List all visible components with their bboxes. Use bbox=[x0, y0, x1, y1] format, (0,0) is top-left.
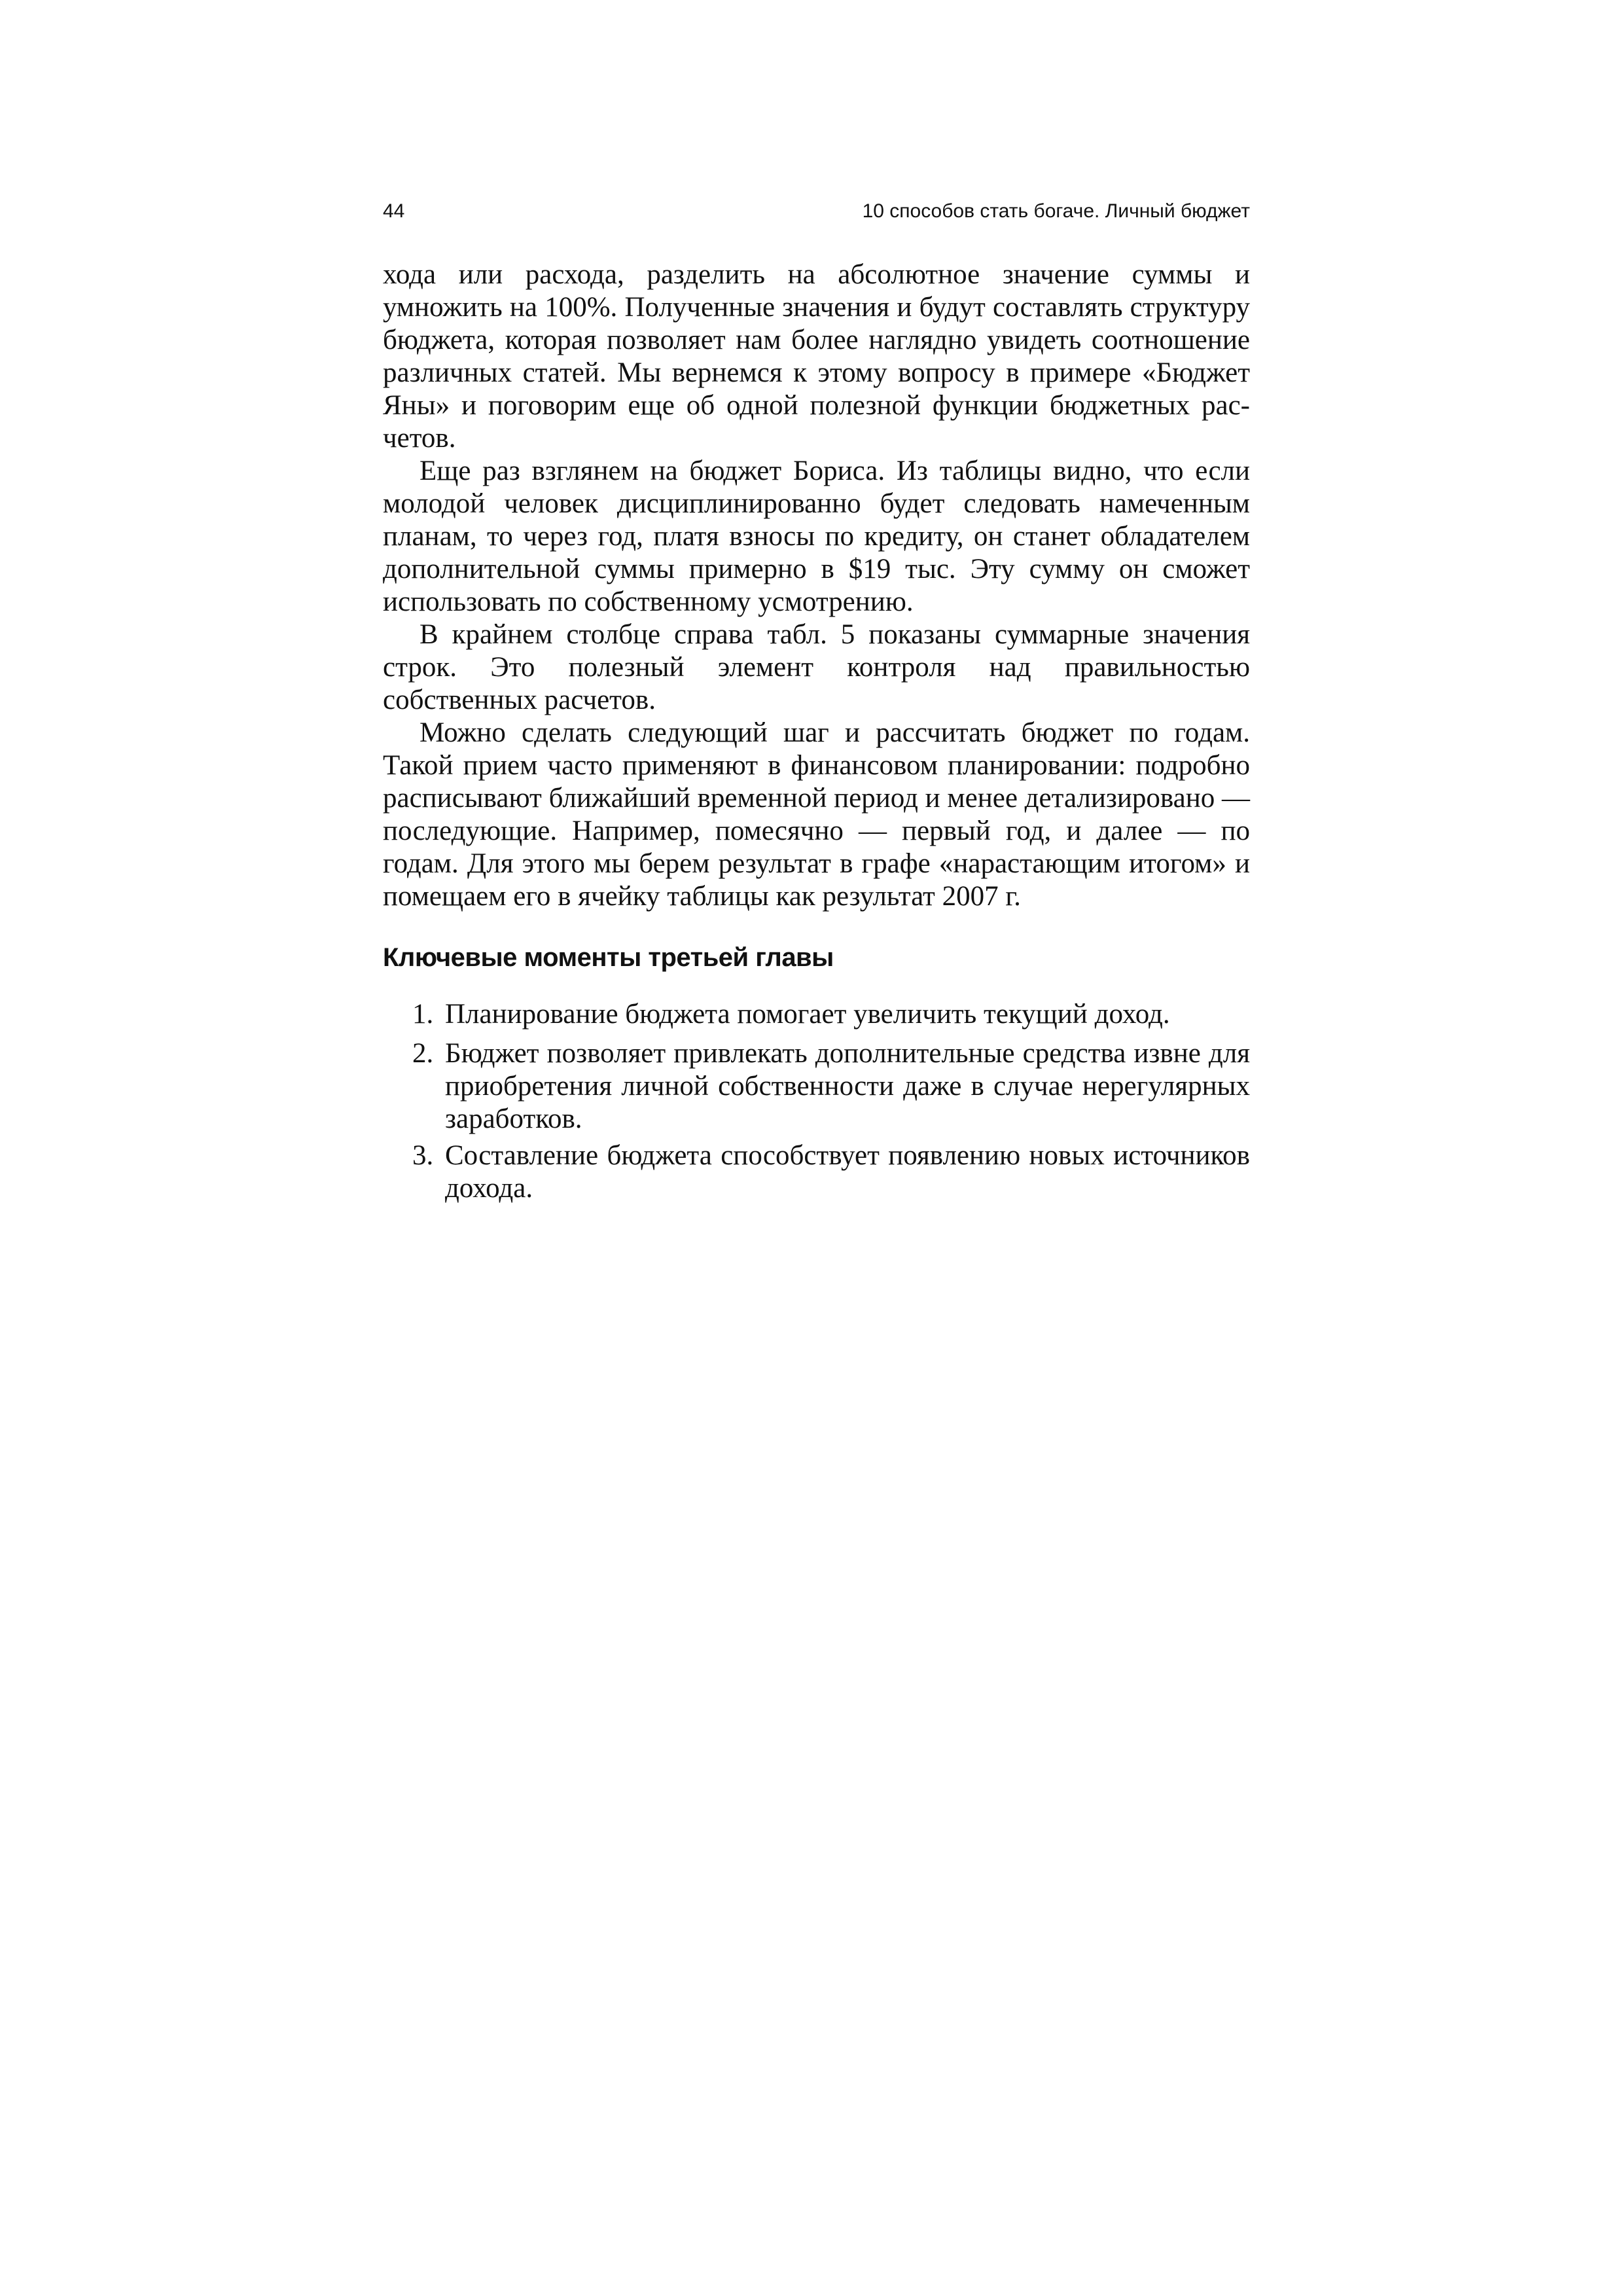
list-item-text: Составление бюджета способствует появлению новых источников дохода. bbox=[445, 1140, 1250, 1204]
list-item bbox=[383, 1037, 1250, 1136]
paragraph-table-totals: В крайнем столбце справа табл. 5 показаны суммарные значения строк. Это полезный элемент контроля над правильностью собственных расчетов. bbox=[383, 619, 1250, 715]
page-number: 44 bbox=[383, 200, 405, 222]
list-item-number: 3. bbox=[412, 1140, 434, 1171]
section-heading: Ключевые моменты третьей главы bbox=[383, 943, 834, 972]
paragraph-yearly-budget: Можно сделать следующий шаг и рассчитать бюджет по годам. Такой прием часто применяют в финансовом планировании: подробно расписывают ближайший временной период и менее детализировано — последующие. Например, помесячно — первый год, и далее — по годам. Для этого мы берем результат в графе «нарастающим итогом» и помещаем его в ячейку таблицы как результат 2007 г. bbox=[383, 717, 1250, 912]
main-text bbox=[383, 259, 1250, 1209]
running-head bbox=[383, 195, 1250, 228]
list-item-number: 2. bbox=[412, 1038, 434, 1069]
list-item-text: Бюджет позволяет привлекать дополнительные средства извне для приобретения личной собственности даже в случае нерегулярных заработков. bbox=[445, 1038, 1250, 1134]
list-item-text: Планирование бюджета помогает увеличить текущий доход. bbox=[445, 999, 1170, 1030]
running-title: 10 способов стать богаче. Личный бюджет bbox=[862, 200, 1250, 222]
list-item bbox=[383, 996, 1250, 1033]
list-item-number: 1. bbox=[412, 999, 434, 1030]
paragraph-continuation: хода или расхода, разделить на абсолютное значение суммы и умножить на 100%. Полученные значения и будут составлять структуру бюджета, которая позволяет нам более наглядно увидеть соотношение различных статей. Мы вернемся к этому вопросу в примере «Бюджет Яны» и поговорим еще об одной полезной функции бюджетных рас-четов. bbox=[383, 259, 1250, 454]
key-points-list bbox=[383, 996, 1250, 1205]
list-item bbox=[383, 1139, 1250, 1205]
paragraph-boris-budget: Еще раз взглянем на бюджет Бориса. Из таблицы видно, что если молодой человек дисциплинированно будет следовать намеченным планам, то через год, платя взносы по кредиту, он станет обладателем дополнительной суммы примерно в $19 тыс. Эту сумму он сможет использовать по собственному усмотрению. bbox=[383, 456, 1250, 617]
